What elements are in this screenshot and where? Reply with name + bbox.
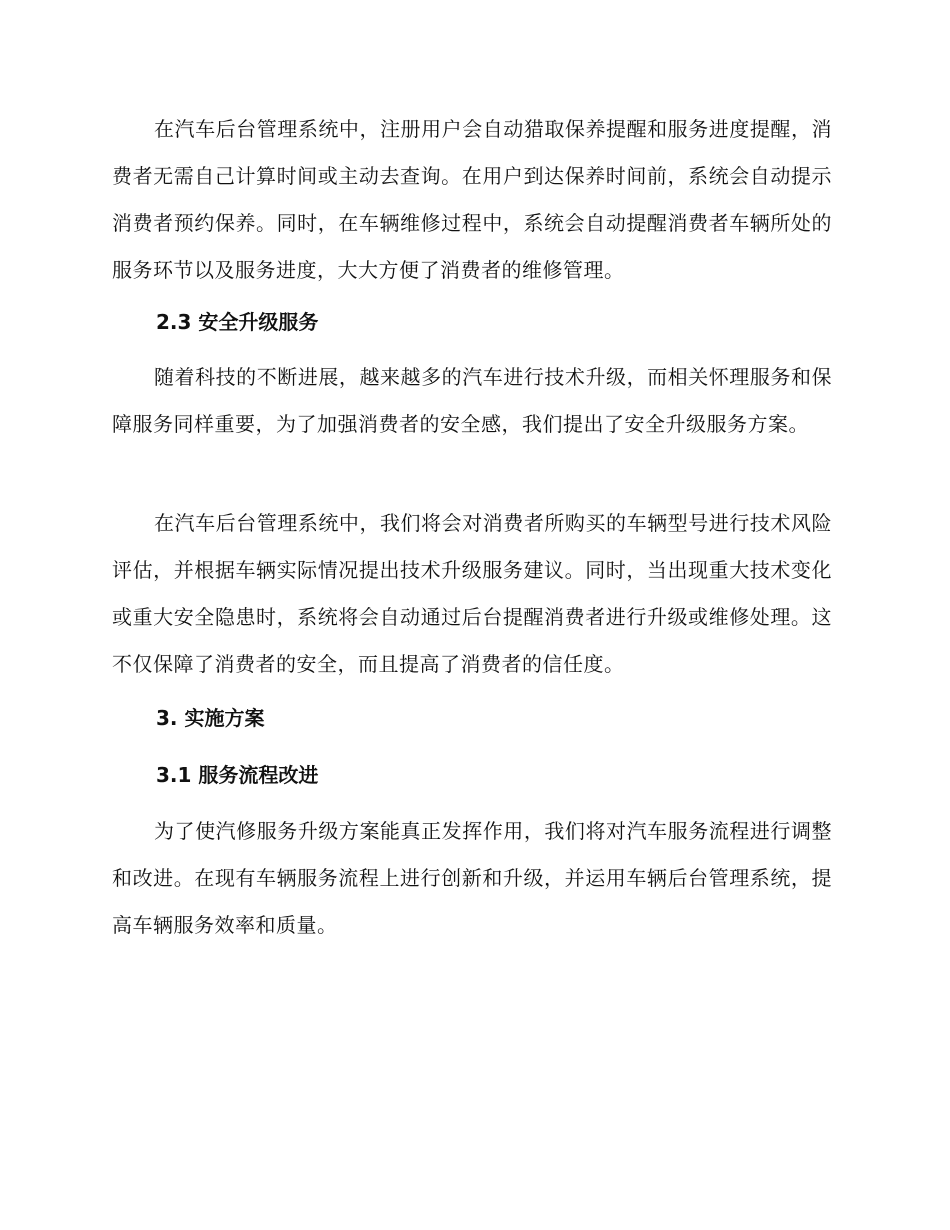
paragraph-process-improvement: 为了使汽修服务升级方案能真正发挥作用，我们将对汽车服务流程进行调整和改进。在现有车辆服务流程上进行创新和升级，并运用车辆后台管理系统，提高车辆服务效率和质量。 <box>112 819 832 937</box>
paragraph-reminder-service: 在汽车后台管理系统中，注册用户会自动猎取保养提醒和服务进度提醒，消费者无需自己计算时间或主动去查询。在用户到达保养时间前，系统会自动提示消费者预约保养。同时，在车辆维修过程中，系统会自动提醒消费者车辆所处的服务环节以及服务进度，大大方便了消费者的维修管理。 <box>112 117 832 282</box>
section-heading-3-1: 3.1 服务流程改进 <box>156 763 319 787</box>
paragraph-security-upgrade-intro: 随着科技的不断进展，越来越多的汽车进行技术升级，而相关怀理服务和保障服务同样重要，为了加强消费者的安全感，我们提出了安全升级服务方案。 <box>112 365 832 436</box>
section-heading-2-3: 2.3 安全升级服务 <box>156 310 319 334</box>
section-heading-3: 3. 实施方案 <box>156 706 265 730</box>
paragraph-security-upgrade-detail: 在汽车后台管理系统中，我们将会对消费者所购买的车辆型号进行技术风险评估，并根据车辆实际情况提出技术升级服务建议。同时，当出现重大技术变化或重大安全隐患时，系统将会自动通过后台提醒消费者进行升级或维修处理。这不仅保障了消费者的安全，而且提高了消费者的信任度。 <box>112 511 832 676</box>
